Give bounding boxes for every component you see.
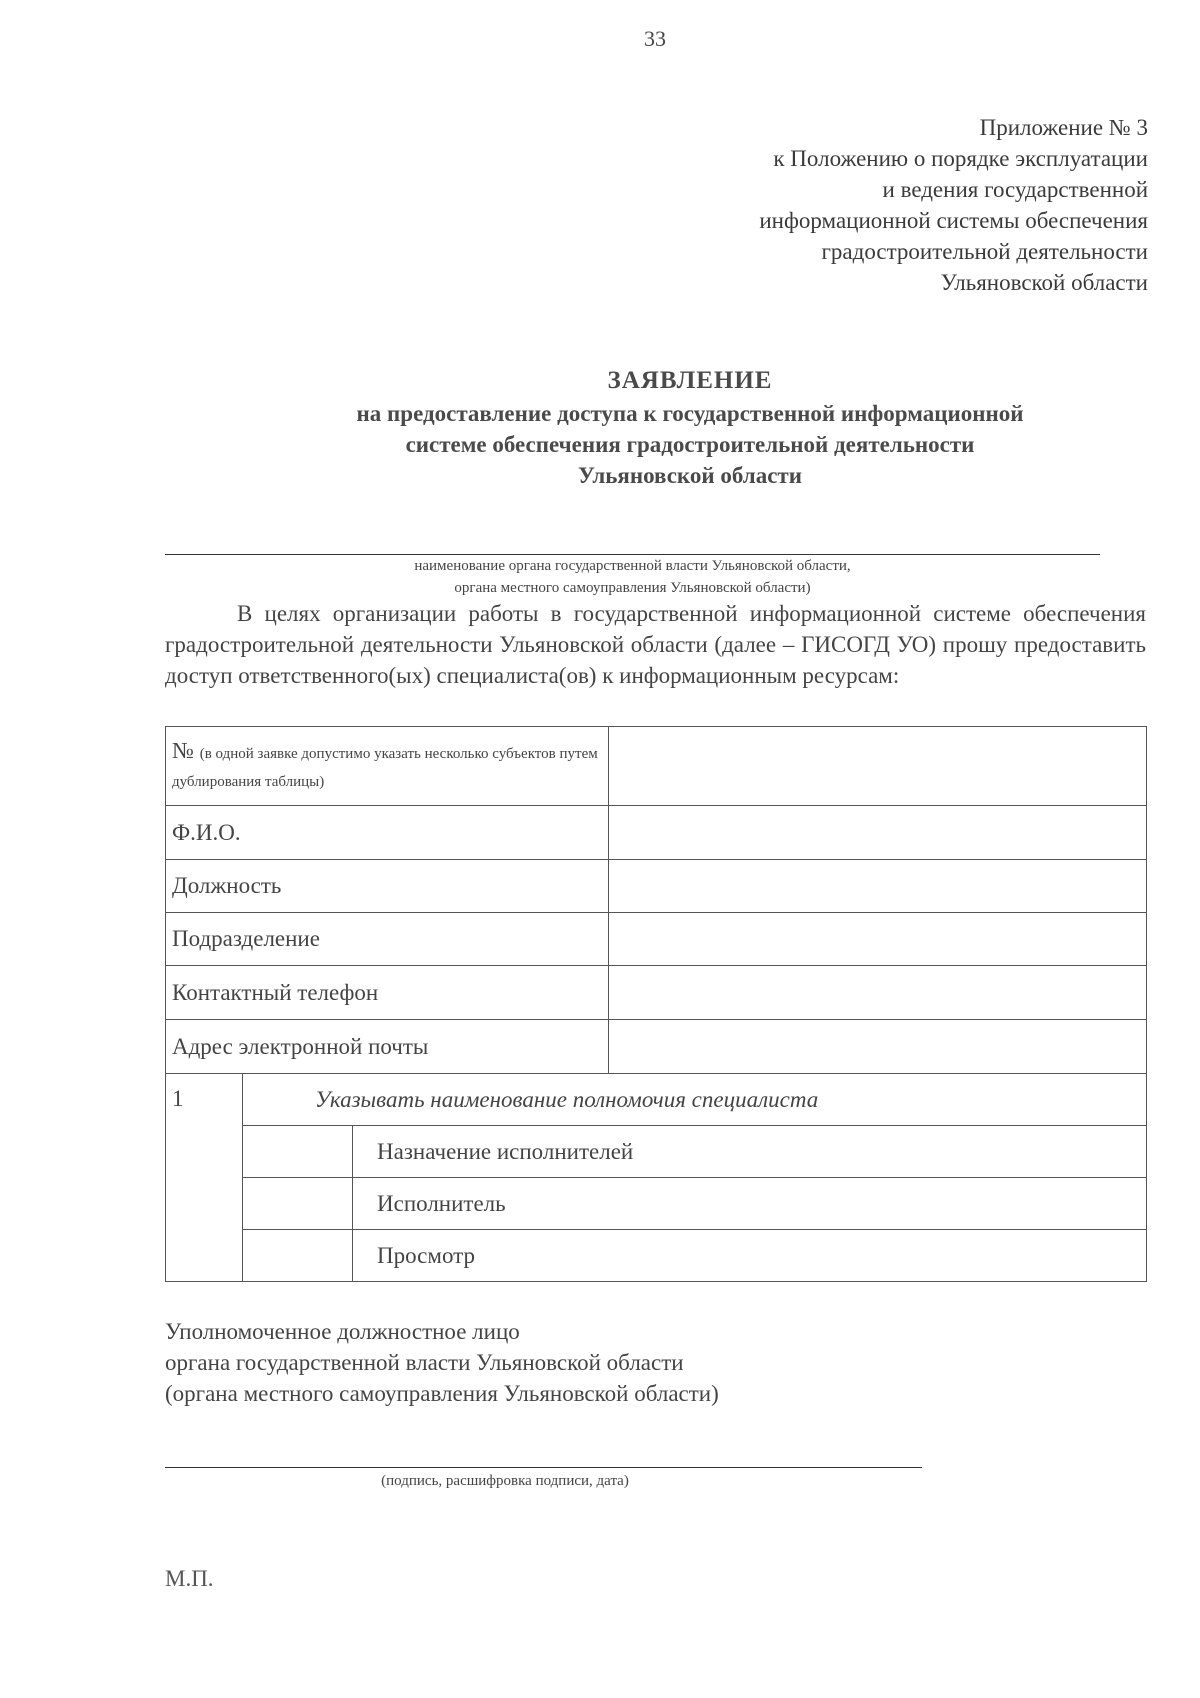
permission-label: Назначение исполнителей: [353, 1126, 1147, 1178]
appendix-reference: [759, 112, 1148, 298]
field-label: Подразделение: [166, 913, 609, 966]
table-row: [166, 1230, 1147, 1282]
section-title: Указывать наименование полномочия специалиста: [243, 1074, 1147, 1126]
stamp-place: М.П.: [165, 1566, 214, 1591]
position-value-cell[interactable]: [609, 860, 1147, 913]
field-label: Контактный телефон: [166, 966, 609, 1020]
table-row: [166, 1074, 1147, 1126]
title-line: системе обеспечения градостроительной деятельности: [405, 432, 975, 457]
fio-value-cell[interactable]: [609, 806, 1147, 860]
table-row: [166, 1178, 1147, 1230]
table-row: [166, 860, 1147, 913]
appendix-line: Приложение № 3: [979, 115, 1148, 140]
number-note: (в одной заявке допустимо указать несколько субъектов путем дублирования таблицы): [172, 746, 598, 790]
signatory-line: Уполномоченное должностное лицо: [165, 1319, 520, 1344]
document-title: [150, 364, 1200, 491]
signatory-block: [165, 1316, 719, 1409]
table-row: [166, 913, 1147, 966]
phone-value-cell[interactable]: [609, 966, 1147, 1020]
appendix-line: к Положению о порядке эксплуатации: [773, 146, 1148, 171]
email-value-cell[interactable]: [609, 1020, 1147, 1074]
appendix-line: информационной системы обеспечения: [759, 208, 1148, 233]
table-row: [166, 1126, 1147, 1178]
signature-caption: (подпись, расшифровка подписи, дата): [381, 1473, 629, 1489]
table-row: [166, 806, 1147, 860]
field-label: Адрес электронной почты: [166, 1020, 609, 1074]
title-line: на предоставление доступа к государственной информационной: [356, 401, 1024, 426]
table-row: [166, 727, 1147, 806]
field-label: Ф.И.О.: [166, 806, 609, 860]
number-symbol: №: [172, 738, 194, 763]
appendix-line: Ульяновской области: [940, 270, 1148, 295]
appendix-line: градостроительной деятельности: [821, 239, 1148, 264]
section-number: 1: [166, 1074, 243, 1282]
appendix-line: и ведения государственной: [882, 177, 1148, 202]
permission-checkbox-cell[interactable]: [243, 1126, 353, 1178]
number-value-cell[interactable]: [609, 727, 1147, 806]
org-name-caption: наименование органа государственной власти Ульяновской области, органа местного самоуправления Ульяновской области): [414, 558, 851, 596]
intro-paragraph: В целях организации работы в государственной информационной системе обеспечения градостроительной деятельности Ульяновской области (далее – ГИСОГД УО) прошу предоставить доступ ответственного(ых) специалиста(ов) к информационным ресурсам:: [165, 601, 1146, 688]
table-row: [166, 966, 1147, 1020]
permission-checkbox-cell[interactable]: [243, 1178, 353, 1230]
permission-label: Исполнитель: [353, 1178, 1147, 1230]
table-row: [166, 1020, 1147, 1074]
field-label: Должность: [166, 860, 609, 913]
applicant-table: [165, 726, 1147, 1282]
title-line: Ульяновской области: [578, 463, 802, 488]
permission-checkbox-cell[interactable]: [243, 1230, 353, 1282]
signatory-line: (органа местного самоуправления Ульяновской области): [165, 1381, 719, 1406]
permission-label: Просмотр: [353, 1230, 1147, 1282]
signature-line[interactable]: [165, 1467, 922, 1468]
signatory-line: органа государственной власти Ульяновской области: [165, 1350, 684, 1375]
page-number: 33: [644, 26, 666, 51]
number-cell: [166, 727, 609, 806]
title-main: ЗАЯВЛЕНИЕ: [607, 367, 773, 394]
department-value-cell[interactable]: [609, 913, 1147, 966]
